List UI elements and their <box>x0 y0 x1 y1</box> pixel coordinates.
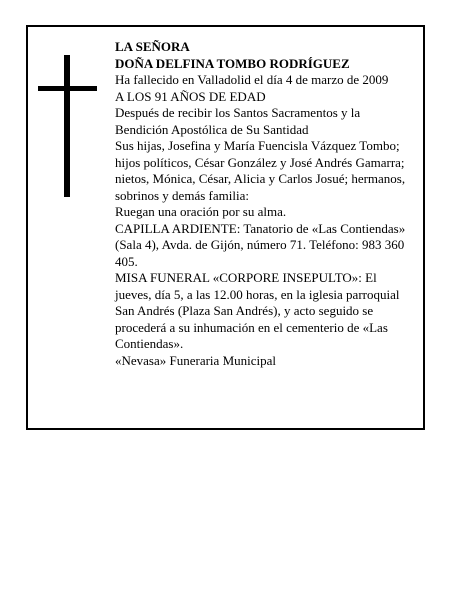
chapel-info: CAPILLA ARDIENTE: Tanatorio de «Las Contiendas» (Sala 4), Avda. de Gijón, número 71. Teléfono: 983 360 405. <box>115 220 406 269</box>
family-list: Sus hijas, Josefina y María Fuencisla Vázquez Tombo; hijos políticos, César González y José Andrés Gamarra; nietos, Mónica, César, Alicia y Carlos Josué; hermanos, sobrinos y demás familia: <box>115 138 406 203</box>
deceased-name: DOÑA DELFINA TOMBO RODRÍGUEZ <box>115 55 350 71</box>
sacraments-line: Después de recibir los Santos Sacramentos y la Bendición Apostólica de Su Santidad <box>115 105 361 137</box>
cross-vertical-bar <box>64 55 70 197</box>
cross-horizontal-bar <box>38 86 97 91</box>
death-date-line: Ha fallecido en Valladolid el día 4 de marzo de 2009 <box>115 72 389 87</box>
funeral-home: «Nevasa» Funeraria Municipal <box>115 352 277 368</box>
heading-title: LA SEÑORA <box>115 39 190 54</box>
age-line: A LOS 91 AÑOS DE EDAD <box>115 88 266 104</box>
prayer-request: Ruegan una oración por su alma. <box>115 204 287 219</box>
latin-cross-icon <box>38 55 97 197</box>
funeral-mass-info: MISA FUNERAL «CORPORE INSEPULTO»: El jueves, día 5, a las 12.00 horas, en la iglesia parroquial San Andrés (Plaza San Andrés), y acto seguido se procederá a su inhumación en el cementerio de «Las Contiendas». <box>115 270 400 351</box>
obituary-text <box>115 39 415 369</box>
